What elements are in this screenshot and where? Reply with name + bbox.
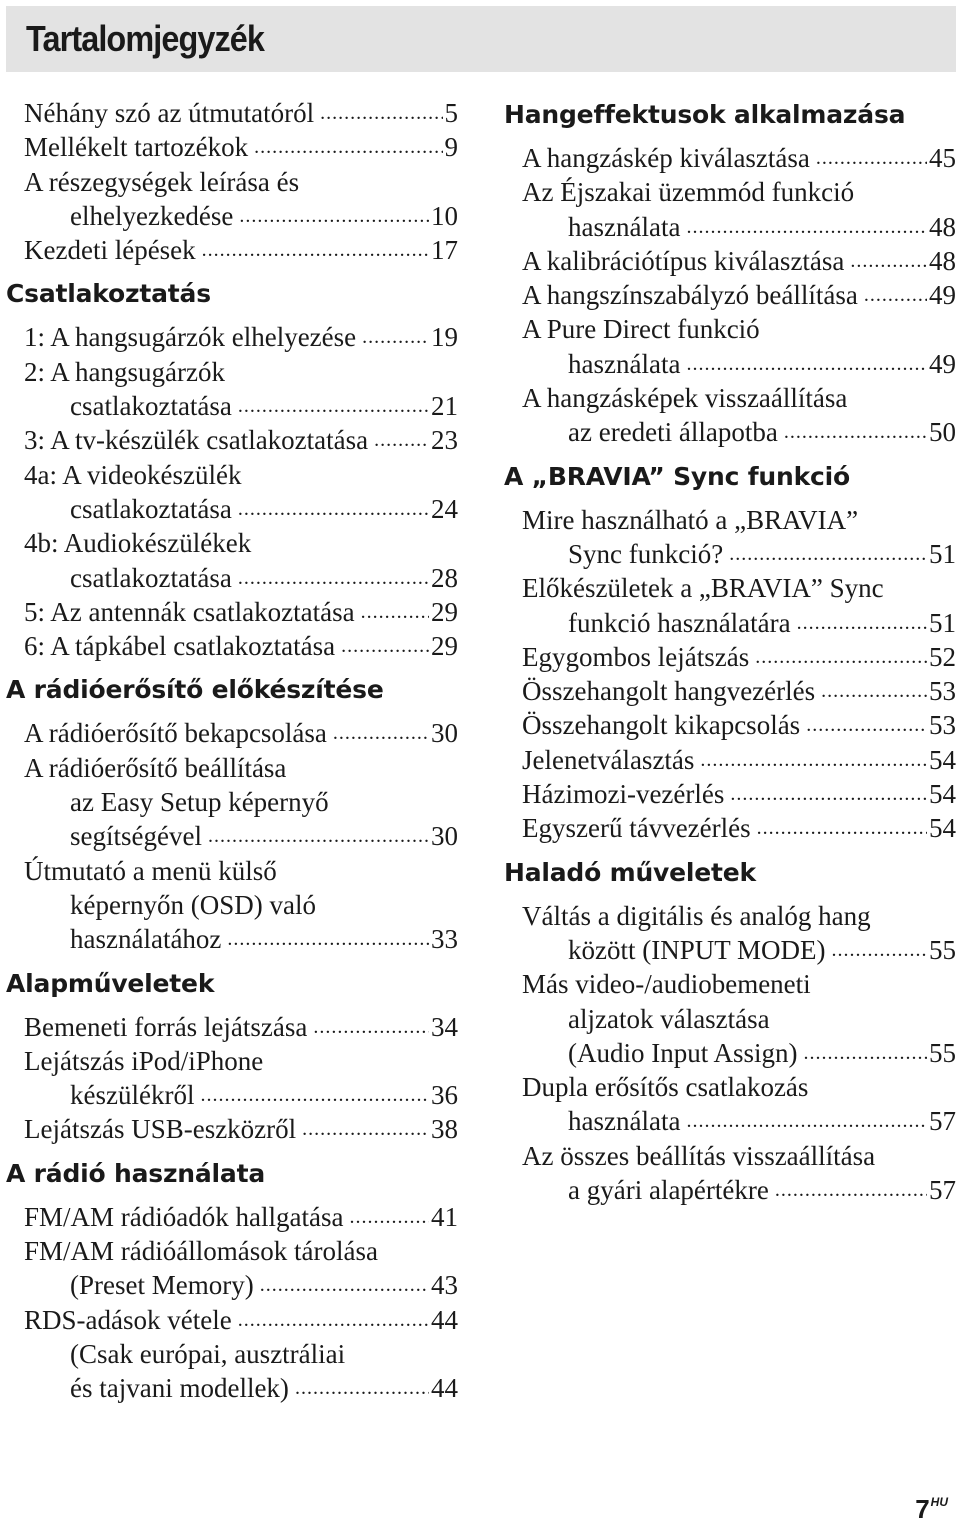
- toc-entry-text: használata: [568, 1106, 681, 1137]
- toc-entry-text: A hangszínszabályzó beállítása: [522, 280, 858, 311]
- toc-entry-line: [24, 199, 458, 233]
- section-heading: A rádióerősítő előkészítése: [6, 675, 384, 705]
- toc-page-number: 57: [929, 1106, 956, 1137]
- toc-entry-line: [522, 244, 956, 278]
- dot-leader: [775, 1173, 927, 1207]
- toc-entry-text: Bemeneti forrás lejátszása: [24, 1011, 308, 1042]
- toc-entry-line: [522, 571, 956, 605]
- toc-entry-text: Az Éjszakai üzemmód funkció: [522, 177, 855, 208]
- dot-leader: [295, 1371, 429, 1405]
- dot-leader: [313, 1010, 429, 1044]
- toc-entry-line: [522, 278, 956, 312]
- toc-entry[interactable]: [522, 674, 956, 708]
- dot-leader: [260, 1268, 429, 1302]
- toc-entry-text: A hangzásképek visszaállítása: [522, 383, 848, 414]
- toc-entry-line: [522, 381, 956, 415]
- toc-entry-line: [24, 751, 458, 785]
- dot-leader: [816, 141, 927, 175]
- toc-entry-text: Egyszerű távvezérlés: [522, 813, 751, 844]
- toc-entry[interactable]: [24, 595, 458, 629]
- toc-entry-line: [522, 811, 956, 845]
- toc-entry-line: [24, 355, 458, 389]
- toc-entry-line: [24, 492, 458, 526]
- toc-page-number: 48: [929, 245, 956, 276]
- dot-leader: [333, 716, 429, 750]
- toc-entry[interactable]: [522, 708, 956, 742]
- dot-leader: [831, 933, 927, 967]
- toc-page-number: 30: [431, 821, 458, 852]
- toc-entry-line: [24, 165, 458, 199]
- toc-page-number: 9: [444, 132, 458, 163]
- toc-entry-line: [522, 640, 956, 674]
- toc-entry-line: [522, 674, 956, 708]
- toc-entry-text: (Preset Memory): [70, 1270, 254, 1301]
- toc-entry-text: Egygombos lejátszás: [522, 641, 750, 672]
- toc-entry[interactable]: [24, 423, 458, 457]
- toc-entry-text: 6: A tápkábel csatlakoztatása: [24, 631, 336, 662]
- page-number-value: 7: [915, 1494, 930, 1524]
- toc-entry-text: Jelenetválasztás: [522, 744, 695, 775]
- toc-entry[interactable]: [24, 1044, 458, 1113]
- toc-entry[interactable]: [522, 312, 956, 381]
- toc-page-number: 19: [431, 322, 458, 353]
- toc-page-number: 38: [431, 1114, 458, 1145]
- toc-page-number: 55: [929, 934, 956, 965]
- toc-entry-line: [24, 922, 458, 956]
- dot-leader: [686, 1104, 927, 1138]
- toc-entry-line: [24, 595, 458, 629]
- toc-entry[interactable]: [24, 458, 458, 527]
- toc-entry-line: [24, 458, 458, 492]
- toc-entry[interactable]: [24, 1303, 458, 1337]
- toc-page-number: 53: [929, 710, 956, 741]
- dot-leader: [850, 244, 927, 278]
- toc-entry-line: [24, 423, 458, 457]
- toc-entry-line: [24, 233, 458, 267]
- toc-entry-text: Mire használható a „BRAVIA”: [522, 504, 859, 535]
- toc-page-number: 28: [431, 562, 458, 593]
- toc-entry-line: [24, 561, 458, 595]
- toc-entry[interactable]: [24, 716, 458, 750]
- toc-page-number: 5: [444, 98, 458, 128]
- dot-leader: [784, 415, 927, 449]
- toc-entry[interactable]: [522, 967, 956, 1070]
- toc-entry-text: használata: [568, 211, 681, 242]
- toc-entry-text: az Easy Setup képernyő: [70, 787, 329, 818]
- toc-entry-line: [24, 1044, 458, 1078]
- page-title: Tartalomjegyzék: [26, 18, 265, 59]
- dot-leader: [361, 595, 429, 629]
- toc-entry[interactable]: [24, 751, 458, 854]
- toc-entry-text: RDS-adások vétele: [24, 1304, 232, 1335]
- toc-entry-text: elhelyezkedése: [70, 200, 234, 231]
- toc-entry[interactable]: [522, 141, 956, 175]
- toc-entry-text: FM/AM rádióadók hallgatása: [24, 1201, 344, 1232]
- toc-entry-line: [24, 785, 458, 819]
- toc-entry-line: [522, 967, 956, 1001]
- toc-entry-text: 4a: A videokészülék: [24, 459, 242, 490]
- toc-entry[interactable]: [24, 320, 458, 354]
- toc-entry-text: Házimozi-vezérlés: [522, 779, 725, 810]
- toc-entry-line: [24, 1010, 458, 1044]
- toc-entry-line: [24, 389, 458, 423]
- toc-page-number: 30: [431, 718, 458, 749]
- toc-entry-line: [522, 777, 956, 811]
- toc-page-number: 54: [929, 779, 956, 810]
- dot-leader: [227, 922, 429, 956]
- toc-entry-text: csatlakoztatása: [70, 391, 232, 422]
- toc-entry[interactable]: [522, 571, 956, 640]
- toc-page-number: 41: [431, 1201, 458, 1232]
- toc-entry-text: 3: A tv-készülék csatlakoztatása: [24, 425, 369, 456]
- toc-entry-line: [522, 312, 956, 346]
- toc-entry[interactable]: [522, 381, 956, 450]
- toc-entry[interactable]: [522, 1070, 956, 1139]
- toc-page-number: 17: [431, 235, 458, 266]
- dot-leader: [349, 1200, 429, 1234]
- toc-entry-line: [24, 96, 458, 130]
- toc-entry[interactable]: [24, 1234, 458, 1303]
- section-heading: Csatlakoztatás: [6, 279, 211, 309]
- dot-leader: [238, 561, 429, 595]
- toc-entry-line: [24, 1337, 458, 1371]
- toc-entry-line: [24, 1371, 458, 1405]
- toc-entry[interactable]: [522, 743, 956, 777]
- dot-leader: [200, 1078, 429, 1112]
- toc-entry-line: [24, 854, 458, 888]
- toc-entry-line: [24, 130, 458, 164]
- dot-leader: [730, 777, 927, 811]
- toc-entry-text: Az összes beállítás visszaállítása: [522, 1140, 876, 1171]
- toc-entry[interactable]: [24, 165, 458, 234]
- dot-leader: [238, 492, 429, 526]
- toc-page-number: 43: [431, 1270, 458, 1301]
- toc-page-number: 53: [929, 676, 956, 707]
- toc-entry-text: Előkészületek a „BRAVIA” Sync: [522, 573, 884, 604]
- toc-page-number: 34: [431, 1011, 458, 1042]
- toc-column-right: [504, 96, 956, 1215]
- dot-leader: [804, 1036, 928, 1070]
- toc-entry-text: Mellékelt tartozékok: [24, 132, 249, 163]
- toc-entry-line: [522, 1036, 956, 1070]
- toc-entry-line: [522, 1173, 956, 1207]
- toc-entry-text: Összehangolt hangvezérlés: [522, 676, 816, 707]
- dot-leader: [700, 743, 927, 777]
- toc-page-number: 33: [431, 924, 458, 955]
- toc-page-number: 50: [929, 417, 956, 448]
- toc-entry-text: A részegységek leírása és: [24, 166, 300, 197]
- dot-leader: [729, 537, 927, 571]
- toc-entry-text: Más video-/audiobemeneti: [522, 969, 811, 1000]
- toc-entry-line: [522, 899, 956, 933]
- toc-entry-line: [24, 629, 458, 663]
- toc-entry[interactable]: [522, 777, 956, 811]
- toc-entry[interactable]: [24, 96, 458, 130]
- toc-entry-line: [24, 1234, 458, 1268]
- toc-entry-line: [24, 1268, 458, 1302]
- toc-entry-text: az eredeti állapotba: [568, 417, 778, 448]
- toc-entry-line: [522, 743, 956, 777]
- toc-entry-text: A hangzáskép kiválasztása: [522, 143, 810, 173]
- toc-entry-text: képernyőn (OSD) való: [70, 889, 316, 920]
- dot-leader: [341, 629, 429, 663]
- dot-leader: [686, 210, 927, 244]
- toc-page-number: 48: [929, 211, 956, 242]
- toc-entry-text: A rádióerősítő bekapcsolása: [24, 718, 327, 749]
- toc-page-number: 54: [929, 813, 956, 844]
- toc-entry[interactable]: [522, 244, 956, 278]
- toc-page-number: 54: [929, 744, 956, 775]
- toc-entry-text: csatlakoztatása: [70, 562, 232, 593]
- dot-leader: [374, 423, 429, 457]
- toc-entry-text: aljzatok választása: [568, 1003, 770, 1034]
- toc-entry-text: csatlakoztatása: [70, 493, 232, 524]
- toc-entry-text: Néhány szó az útmutatóról: [24, 98, 315, 128]
- toc-page-number: 49: [929, 280, 956, 311]
- dot-leader: [362, 320, 429, 354]
- dot-leader: [320, 96, 442, 130]
- toc-entry-text: funkció használatára: [568, 607, 791, 638]
- toc-entry-line: [522, 415, 956, 449]
- toc-entry-text: 2: A hangsugárzók: [24, 356, 225, 387]
- toc-entry[interactable]: [24, 1337, 458, 1406]
- toc-entry-line: [522, 141, 956, 175]
- toc-entry[interactable]: [24, 1010, 458, 1044]
- toc-entry-line: [522, 210, 956, 244]
- toc-entry-line: [522, 503, 956, 537]
- toc-page-number: 51: [929, 538, 956, 569]
- toc-entry-text: (Audio Input Assign): [568, 1037, 798, 1068]
- toc-entry[interactable]: [522, 278, 956, 312]
- dot-leader: [755, 640, 927, 674]
- section-heading: A „BRAVIA” Sync funkció: [504, 461, 850, 491]
- toc-page-number: 29: [431, 596, 458, 627]
- toc-column-left: [6, 96, 458, 1414]
- toc-entry-text: Lejátszás iPod/iPhone: [24, 1045, 264, 1076]
- toc-entry[interactable]: [24, 1112, 458, 1146]
- toc-entry-text: FM/AM rádióállomások tárolása: [24, 1236, 378, 1267]
- toc-entry-line: [522, 933, 956, 967]
- toc-entry-line: [522, 1070, 956, 1104]
- toc-entry-text: használatához: [70, 924, 222, 955]
- toc-entry[interactable]: [24, 130, 458, 164]
- toc-entry-text: Dupla erősítős csatlakozás: [522, 1072, 809, 1103]
- toc-entry-text: Kezdeti lépések: [24, 235, 196, 266]
- toc-page-number: 52: [929, 641, 956, 672]
- toc-entry-text: Útmutató a menü külső: [24, 855, 277, 886]
- dot-leader: [797, 606, 927, 640]
- toc-entry-text: segítségével: [70, 821, 202, 852]
- toc-entry-line: [522, 537, 956, 571]
- dot-leader: [208, 819, 429, 853]
- toc-page-number: 10: [431, 200, 458, 231]
- toc-entry-text: Sync funkció?: [568, 538, 724, 569]
- toc-entry[interactable]: [522, 175, 956, 244]
- toc-entry-line: [24, 888, 458, 922]
- toc-entry-line: [24, 1200, 458, 1234]
- dot-leader: [821, 674, 927, 708]
- toc-page-number: 55: [929, 1037, 956, 1068]
- toc-entry-text: (Csak európai, ausztráliai: [70, 1338, 346, 1369]
- toc-entry-line: [522, 708, 956, 742]
- toc-entry[interactable]: [522, 1139, 956, 1208]
- toc-entry-line: [24, 1112, 458, 1146]
- toc-entry[interactable]: [24, 1200, 458, 1234]
- title-bar: [6, 6, 956, 72]
- toc-entry-text: a gyári alapértékre: [568, 1175, 769, 1206]
- dot-leader: [238, 389, 429, 423]
- toc-entry-text: készülékről: [70, 1080, 195, 1111]
- toc-entry-line: [24, 320, 458, 354]
- toc-entry[interactable]: [24, 526, 458, 595]
- toc-page-number: 44: [431, 1373, 458, 1404]
- section-heading: A rádió használata: [6, 1158, 266, 1188]
- toc-entry-text: Lejátszás USB-eszközről: [24, 1114, 297, 1145]
- dot-leader: [238, 1303, 429, 1337]
- toc-page-number: 45: [929, 143, 956, 173]
- toc-entry-line: [24, 819, 458, 853]
- toc-entry-text: Összehangolt kikapcsolás: [522, 710, 801, 741]
- toc-entry-line: [522, 1139, 956, 1173]
- section-heading: Alapműveletek: [6, 968, 215, 998]
- toc-entry[interactable]: [24, 233, 458, 267]
- toc-entry-line: [522, 606, 956, 640]
- toc-entry[interactable]: [24, 629, 458, 663]
- toc-entry-line: [522, 175, 956, 209]
- toc-entry[interactable]: [522, 811, 956, 845]
- section-heading: Haladó műveletek: [504, 857, 756, 887]
- dot-leader: [202, 233, 429, 267]
- toc-entry[interactable]: [522, 640, 956, 674]
- toc-entry-text: A kalibrációtípus kiválasztása: [522, 245, 845, 276]
- toc-page-number: 49: [929, 348, 956, 379]
- toc-entry-text: A Pure Direct funkció: [522, 314, 760, 345]
- toc-entry-text: Váltás a digitális és analóg hang: [522, 900, 871, 931]
- toc-entry-text: és tajvani modellek): [70, 1373, 289, 1404]
- toc-entry-line: [522, 1104, 956, 1138]
- toc-page-number: 44: [431, 1304, 458, 1335]
- toc-entry[interactable]: [24, 355, 458, 424]
- toc-page-number: 21: [431, 391, 458, 422]
- toc-entry-text: 1: A hangsugárzók elhelyezése: [24, 322, 357, 353]
- toc-page-number: 23: [431, 425, 458, 456]
- dot-leader: [254, 130, 442, 164]
- toc-entry-line: [24, 526, 458, 560]
- toc-entry-text: között (INPUT MODE): [568, 934, 826, 965]
- toc-entry-line: [24, 1303, 458, 1337]
- toc-entry[interactable]: [24, 854, 458, 957]
- dot-leader: [239, 199, 429, 233]
- toc-page-number: 51: [929, 607, 956, 638]
- dot-leader: [806, 708, 927, 742]
- page-number: [915, 1494, 948, 1525]
- toc-entry-text: A rádióerősítő beállítása: [24, 752, 287, 783]
- toc-page-number: 36: [431, 1080, 458, 1111]
- toc-entry[interactable]: [522, 899, 956, 968]
- language-code: HU: [930, 1495, 948, 1509]
- dot-leader: [864, 278, 927, 312]
- toc-entry-line: [24, 1078, 458, 1112]
- dot-leader: [686, 347, 927, 381]
- toc-page-number: 29: [431, 631, 458, 662]
- dot-leader: [757, 811, 927, 845]
- toc-entry-text: használata: [568, 348, 681, 379]
- toc-entry-text: 5: Az antennák csatlakoztatása: [24, 596, 355, 627]
- toc-entry[interactable]: [522, 503, 956, 572]
- toc-entry-line: [522, 347, 956, 381]
- dot-leader: [302, 1112, 429, 1146]
- toc-entry-line: [522, 1002, 956, 1036]
- toc-entry-text: 4b: Audiokészülékek: [24, 528, 252, 559]
- toc-entry-line: [24, 716, 458, 750]
- toc-page-number: 57: [929, 1175, 956, 1206]
- section-heading: Hangeffektusok alkalmazása: [504, 100, 906, 129]
- toc-page-number: 24: [431, 493, 458, 524]
